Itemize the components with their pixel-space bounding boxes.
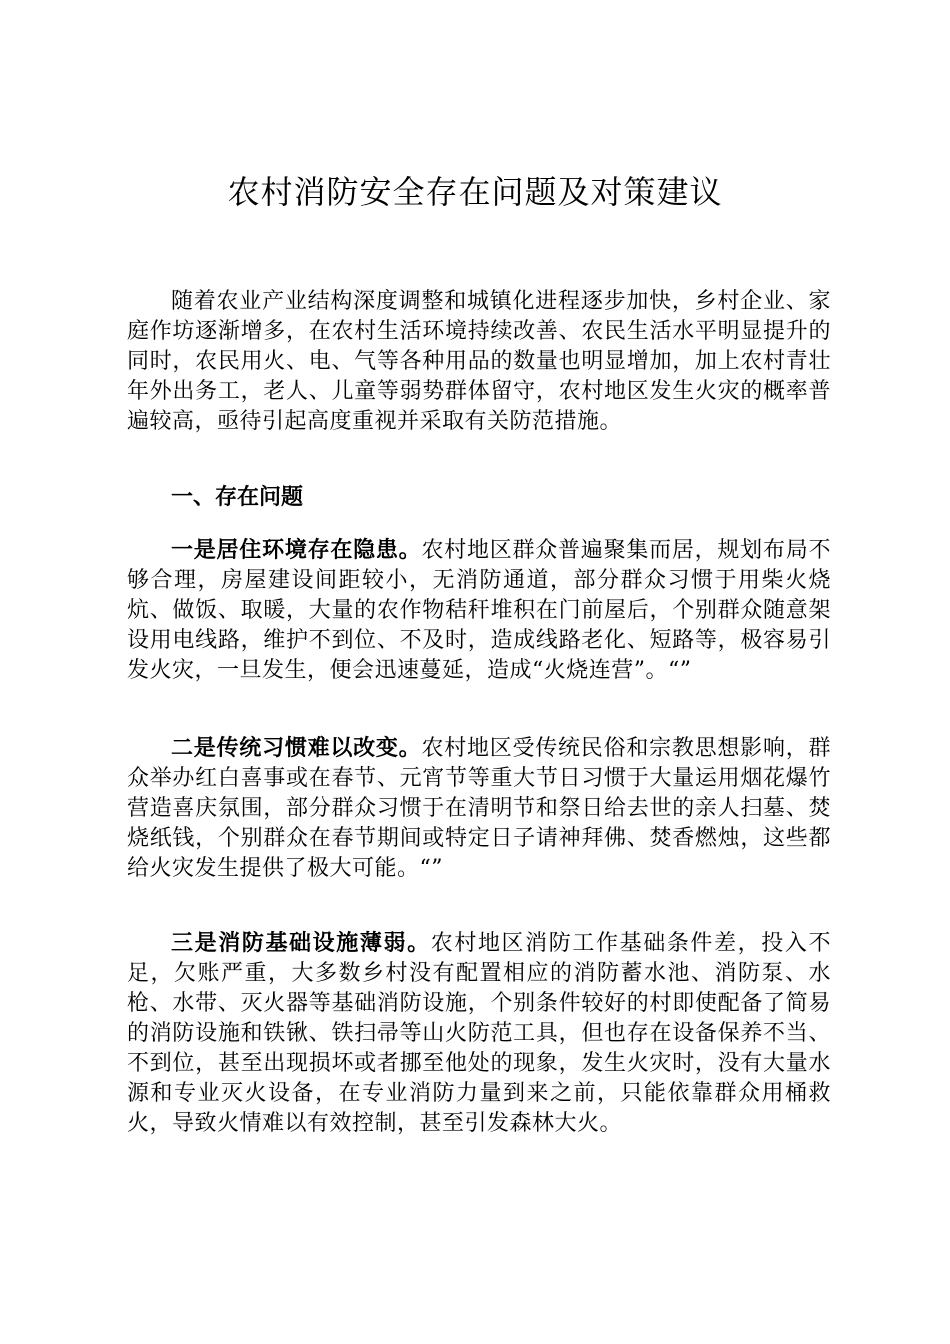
issue-text-3: 农村地区消防工作基础条件差，投入不足，欠账严重，大多数乡村没有配置相应的消防蓄水池、消防泵、水枪、水带、灭火器等基础消防设施，个别条件较好的村即使配备了简易的消防设施和铁锹、铁扫帚等山火防范工具，但也存在设备保养不当、不到位，甚至出现损坏或者挪至他处的现象，发生火灾时，没有大量水源和专业灭火设备，在专业消防力量到来之前，只能依靠群众用桶救火，导致火情难以有效控制，甚至引发森林大火。: [127, 931, 831, 1136]
section-heading: 一、存在问题: [171, 484, 304, 510]
issue-lead-2: 二是传统习惯难以改变。: [171, 735, 422, 761]
intro-paragraph: 随着农业产业结构深度调整和城镇化进程逐步加快，乡村企业、家庭作坊逐渐增多，在农村生活环境持续改善、农民生活水平明显提升的同时，农民用火、电、气等各种用品的数量也明显增加，加上农村青壮年外出务工，老人、儿童等弱势群体留守，农村地区发生火灾的概率普遍较高，亟待引起高度重视并采取有关防范措施。: [127, 289, 831, 434]
issue-text-1: 农村地区群众普遍聚集而居，规划布局不够合理，房屋建设间距较小，无消防通道，部分群众习惯于用柴火烧炕、做饭、取暖，大量的农作物秸秆堆积在门前屋后，个别群众随意架设用电线路，维护不到位、不及时，造成线路老化、短路等，极容易引发火灾，一旦发生，便会迅速蔓延，造成“火烧连营”。“”: [127, 538, 831, 683]
issue-paragraph-2: [127, 733, 831, 884]
issue-paragraph-3: [127, 928, 831, 1139]
issue-paragraph-1: [127, 535, 831, 686]
issue-text-2: 农村地区受传统民俗和宗教思想影响，群众举办红白喜事或在春节、元宵节等重大节日习惯于大量运用烟花爆竹营造喜庆氛围，部分群众习惯于在清明节和祭日给去世的亲人扫墓、焚烧纸钱，个别群众在春节期间或特定日子请神拜佛、焚香燃烛，这些都给火灾发生提供了极大可能。“”: [127, 736, 831, 881]
issue-lead-3: 三是消防基础设施薄弱。: [171, 930, 431, 956]
document-title: 农村消防安全存在问题及对策建议: [227, 173, 723, 211]
issue-lead-1: 一是居住环境存在隐患。: [171, 537, 422, 563]
